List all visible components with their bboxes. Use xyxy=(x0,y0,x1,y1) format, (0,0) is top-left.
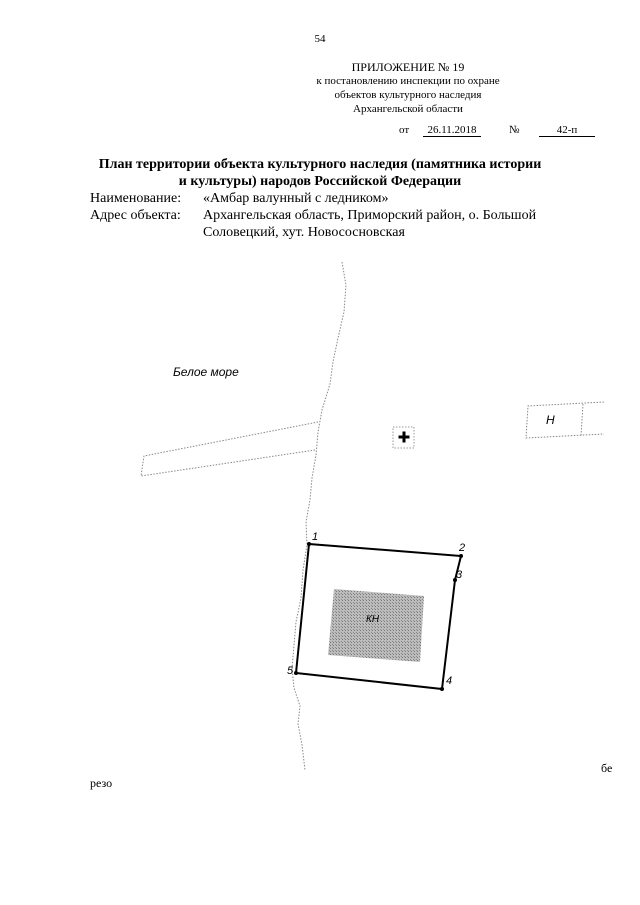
boundary-point-2 xyxy=(459,554,463,558)
heritage-object-area xyxy=(328,589,424,662)
coastline xyxy=(292,262,346,770)
object-label: КН xyxy=(366,614,380,625)
appendix-line-1: к постановлению инспекции по охране xyxy=(316,75,500,87)
building-outline xyxy=(526,402,604,438)
boundary-point-1 xyxy=(307,542,311,546)
plan-title-line-1: План территории объекта культурного наследия (памятника истории xyxy=(98,157,542,172)
plan-title-line-2: и культуры) народов Российской Федерации xyxy=(178,174,462,189)
from-label: от xyxy=(399,124,410,136)
point-label-5: 5 xyxy=(287,665,294,677)
name-value: «Амбар валунный с ледником» xyxy=(203,191,389,206)
point-label-3: 3 xyxy=(456,569,463,581)
name-label: Наименование: xyxy=(90,191,182,206)
building-label: Н xyxy=(546,413,555,427)
boundary-point-5 xyxy=(294,671,298,675)
pier-outline xyxy=(141,422,318,476)
sea-label: Белое море xyxy=(173,365,239,379)
appendix-title: ПРИЛОЖЕНИЕ № 19 xyxy=(351,60,465,74)
appendix-line-3: Архангельской области xyxy=(353,103,463,115)
number-label: № xyxy=(509,124,520,136)
resolution-number: 42-п xyxy=(539,124,595,137)
point-label-4: 4 xyxy=(446,675,453,687)
resolution-date: 26.11.2018 xyxy=(423,124,481,137)
appendix-line-2: объектов культурного наследия xyxy=(334,89,482,101)
chapel-cross-icon xyxy=(399,432,410,443)
address-line-1: Архангельская область, Приморский район, о. Большой xyxy=(203,208,537,223)
boundary-point-4 xyxy=(440,687,444,691)
footer-right-fragment: бе xyxy=(601,761,613,775)
point-label-1: 1 xyxy=(312,531,319,543)
address-line-2: Соловецкий, хут. Новососновская xyxy=(203,225,405,240)
footer-left-fragment: резо xyxy=(90,776,113,790)
page-number: 54 xyxy=(314,33,326,45)
point-label-2: 2 xyxy=(459,542,466,554)
address-label: Адрес объекта: xyxy=(90,208,181,223)
